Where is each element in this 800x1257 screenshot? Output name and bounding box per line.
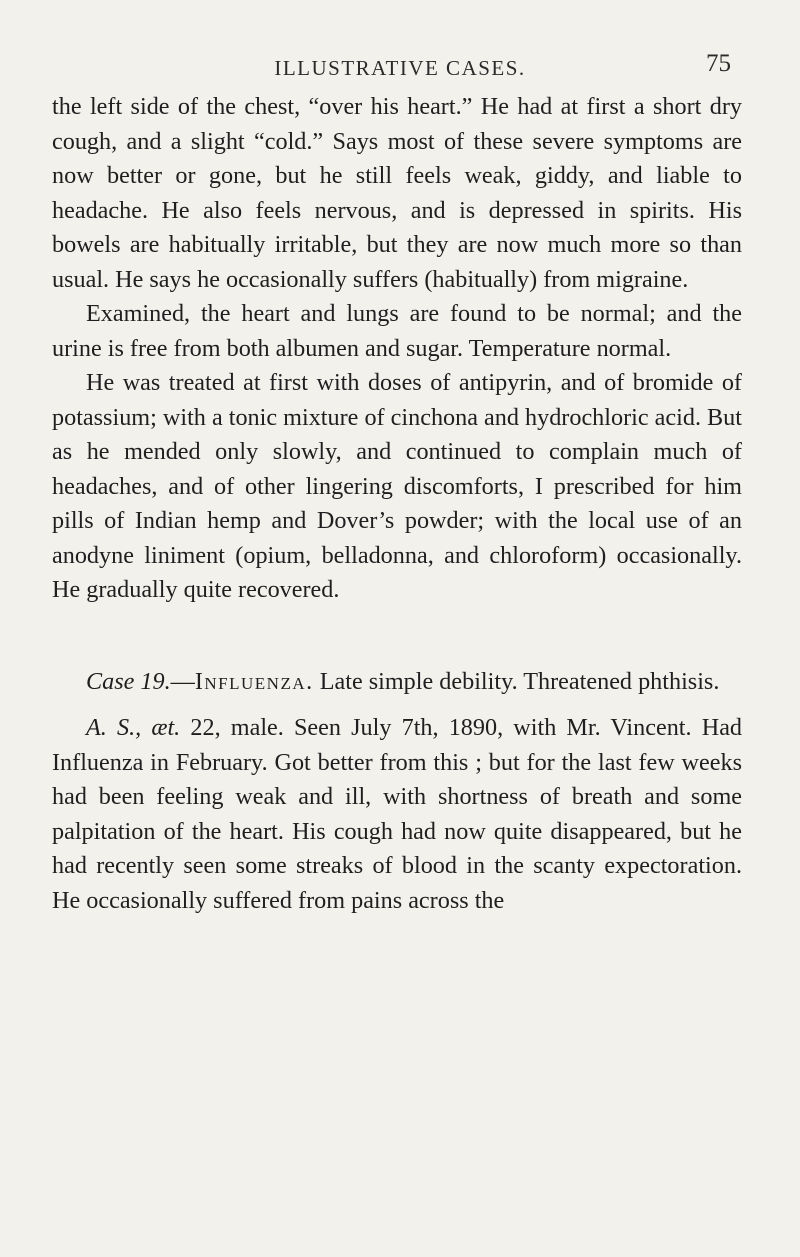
- case-dash: —: [170, 667, 195, 695]
- page-header: [0, 52, 800, 82]
- running-head: ILLUSTRATIVE CASES.: [274, 56, 526, 80]
- case-description: Late simple debility. Threatened phthisis.: [319, 667, 720, 695]
- paragraph-examination: Examined, the heart and lungs are found to be normal; and the urine is free from both albumen and sugar. Temperature normal.: [52, 300, 742, 362]
- patient-aged: æt.: [151, 714, 181, 741]
- patient-text: 22, male. Seen July 7th, 1890, with Mr. Vincent. Had Influenza in February. Got better from this ; but for the last few weeks had been feeling weak and ill, with shortness of breath and some palpitation of the heart. His cough had now quite disappeared, but he had recently seen some streaks of blood in the scanty expectoration. He occasionally suffered from pains across the: [52, 714, 743, 914]
- body-text: [52, 90, 742, 918]
- paragraph-patient: [52, 711, 742, 918]
- case-title: Influenza.: [194, 667, 314, 695]
- paragraph-treatment: He was treated at first with doses of antipyrin, and of bromide of potassium; with a tonic mixture of cinchona and hydrochloric acid. But as he mended only slowly, and continued to complain much of headaches, and of other lingering discomforts, I prescribed for him pills of Indian hemp and Dover’s powder; with the local use of an anodyne liniment (opium, belladonna, and chloroform) occasionally. He gradually quite recovered.: [52, 369, 742, 603]
- patient-initials: A. S.,: [86, 714, 142, 741]
- case-label: Case 19.: [86, 667, 171, 695]
- case-heading: [52, 665, 742, 700]
- page-number: 75: [706, 50, 731, 77]
- paragraph-symptoms: the left side of the chest, “over his heart.” He had at first a short dry cough, and a slight “cold.” Says most of these severe symptoms are now better or gone, but he still feels weak, giddy, and liable to headache. He also feels nervous, and is depressed in spirits. His bowels are habitually irritable, but they are now much more so than usual. He says he occasionally suffers (habitually) from migraine.: [52, 93, 742, 293]
